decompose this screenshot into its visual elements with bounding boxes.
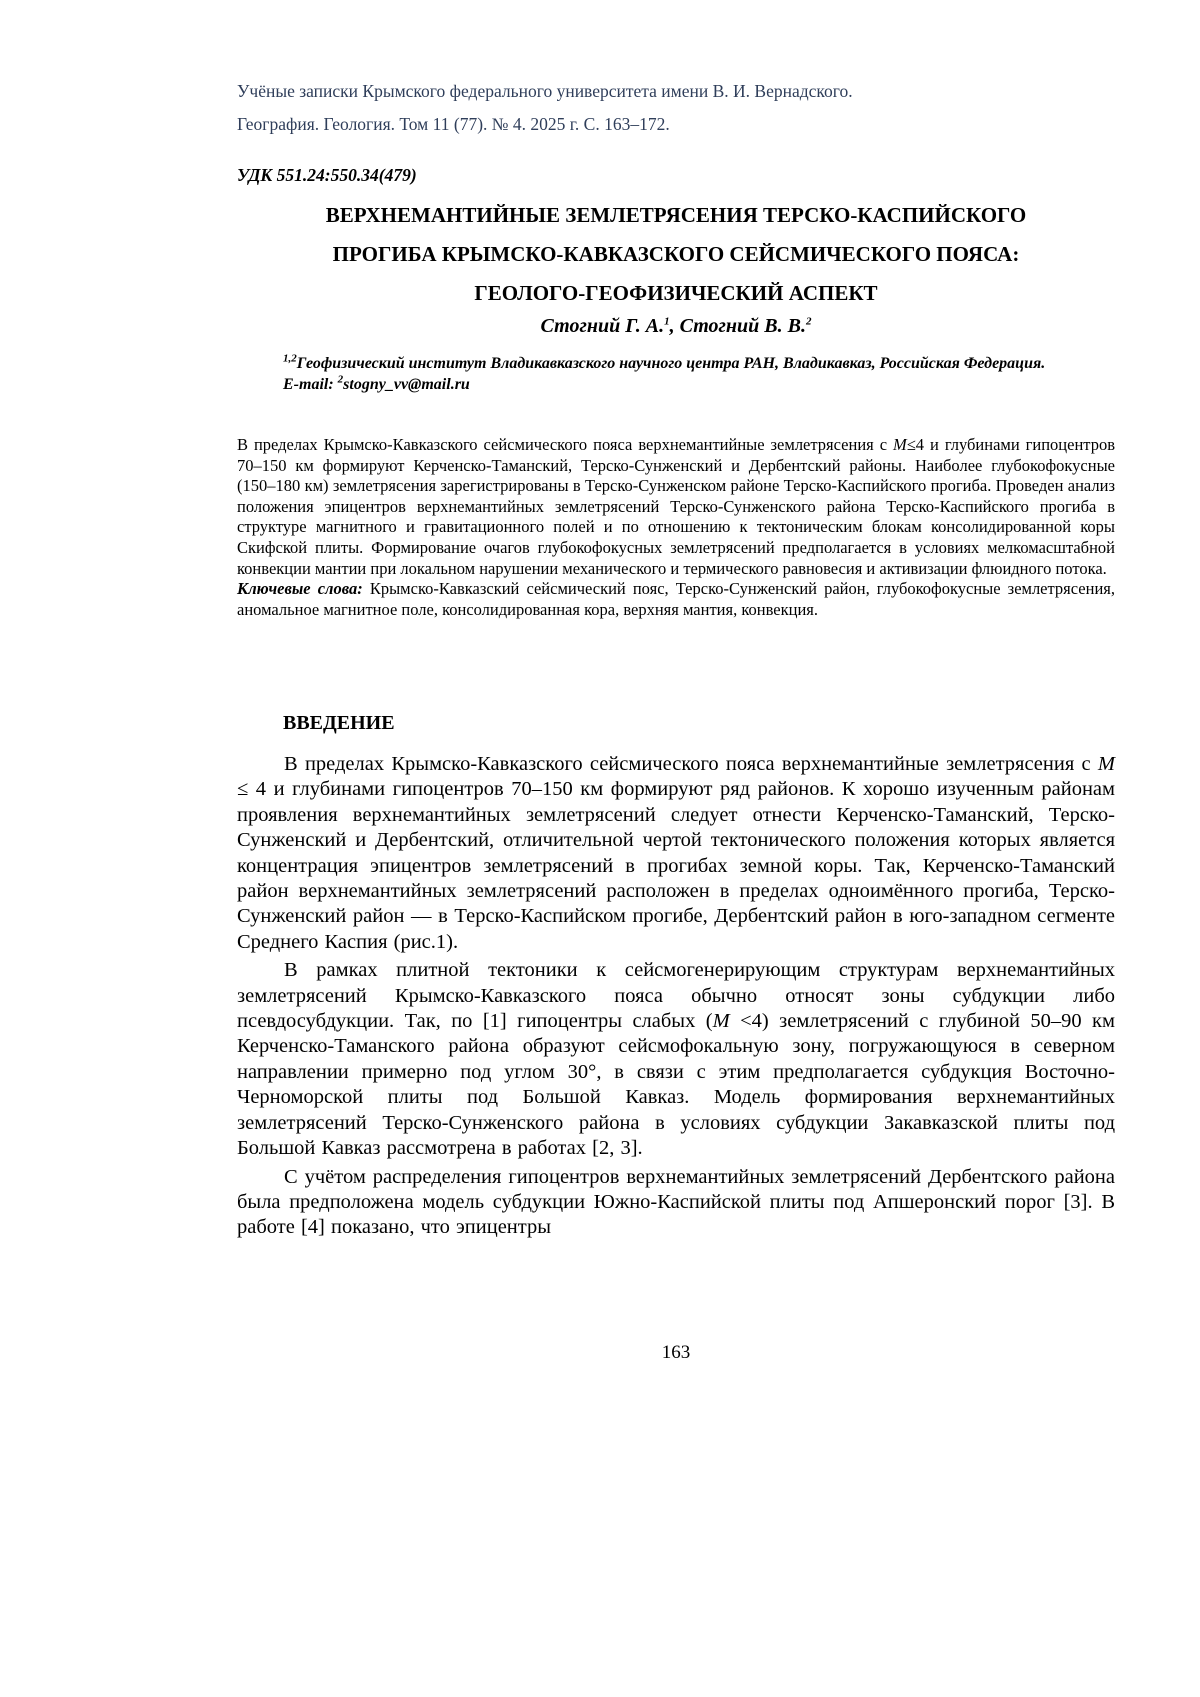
affiliation-name: Геофизический институт Владикавказского научного центра РАН, Владикавказ, Российская Федерация. bbox=[296, 355, 1046, 372]
email-address: stogny_vv@mail.ru bbox=[343, 375, 470, 393]
journal-header-line-2: География. Геология. Том 11 (77). № 4. 2025 г. С. 163–172. bbox=[237, 114, 670, 134]
paragraph-3: С учётом распределения гипоцентров верхнемантийных землетрясений Дербентского района была предположена модель субдукции Южно-Каспийской плиты под Апшеронский порог [3]. В работе [4] показано, что эпицентры bbox=[237, 1165, 1115, 1239]
authors-separator: , bbox=[669, 315, 680, 337]
article-title-line-1: ВЕРХНЕМАНТИЙНЫЕ ЗЕМЛЕТРЯСЕНИЯ ТЕРСКО-КАСПИЙСКОГО bbox=[325, 203, 1027, 227]
paragraph-1: В пределах Крымско-Кавказского сейсмического пояса верхнемантийные землетрясения с M ≤ 4 и глубинами гипоцентров 70–150 км формируют ряд районов. К хорошо изученным районам проявления верхнемантийных землетрясений следует отнести Керченско-Таманский, Терско-Сунженский и Дербентский, отличительной чертой тектонического положения которых является концентрация эпицентров землетрясений в прогибах земной коры. Так, Керченско-Таманский район верхнемантийных землетрясений расположен в пределах одноимённого прогиба, Терско-Сунженский район — в Терско-Каспийском прогибе, Дербентский район в юго-западном сегменте Среднего Каспия (рис.1). bbox=[237, 753, 1115, 953]
paragraph-2: В рамках плитной тектоники к сейсмогенерирующим структурам верхнемантийных землетрясений Крымско-Кавказского пояса обычно относят зоны субдукции либо псевдосубдукции. Так, по [1] гипоцентры слабых (M <4) землетрясений с глубиной 50–90 км Керченско-Таманского района образуют сейсмофокальную зону, погружающуюся в северном направлении примерно под углом 30°, в связи с этим предполагается субдукция Восточно-Черноморской плиты под Большой Кавказ. Модель формирования верхнемантийных землетрясений Терско-Сунженского района в условиях субдукции Закавказской плиты под Большой Кавказ рассмотрена в работах [2, 3]. bbox=[237, 959, 1115, 1160]
authors-line bbox=[237, 314, 1115, 338]
affiliation-superscript: 1,2 bbox=[283, 352, 297, 365]
article-title-line-2: ПРОГИБА КРЫМСКО-КАВКАЗСКОГО СЕЙСМИЧЕСКОГО ПОЯСА: bbox=[332, 242, 1020, 266]
udk-code: УДК 551.24:550.34(479) bbox=[237, 165, 417, 185]
email-line bbox=[283, 375, 1115, 396]
introduction-body bbox=[237, 752, 1115, 1244]
abstract-text: В пределах Крымско-Кавказского сейсмического пояса верхнемантийные землетрясения с M≤4 и глубинами гипоцентров 70–150 км формируют Керченско-Таманский, Терско-Сунженский и Дербентский районы. Наиболее глубокофокусные (150–180 км) землетрясения зарегистрированы в Терско-Сунженском районе Терско-Каспийского прогиба. Проведен анализ положения эпицентров верхнемантийных землетрясений Терско-Сунженского района Терско-Каспийского прогиба в структуре магнитного и гравитационного полей и по отношению к тектоническим блокам консолидированной коры Скифской плиты. Формирование очагов глубокофокусных землетрясений предполагается в условиях мелкомасштабной конвекции мантии при локальном нарушении механического и термического равновесия и активизации флюидного потока. bbox=[237, 435, 1115, 578]
journal-header-line-1: Учёные записки Крымского федерального университета имени В. И. Вернадского. bbox=[237, 81, 853, 101]
affiliation-text bbox=[237, 354, 1115, 375]
author-1-superscript: 1 bbox=[664, 315, 670, 328]
author-2-name: Стогний В. В. bbox=[679, 315, 806, 337]
article-title bbox=[237, 196, 1115, 313]
keywords-label: Ключевые слова: bbox=[237, 579, 363, 599]
section-heading-introduction: ВВЕДЕНИЕ bbox=[283, 712, 395, 734]
email-superscript: 2 bbox=[337, 373, 344, 386]
keywords-text: Крымско-Кавказский сейсмический пояс, Терско-Сунженский район, глубокофокусные землетрясения, аномальное магнитное поле, консолидированная кора, верхняя мантия, конвекция. bbox=[237, 579, 1115, 619]
author-1-name: Стогний Г. А. bbox=[540, 315, 665, 337]
article-title-line-3: ГЕОЛОГО-ГЕОФИЗИЧЕСКИЙ АСПЕКТ bbox=[474, 281, 878, 305]
email-label: E-mail: bbox=[283, 375, 338, 393]
abstract-block bbox=[237, 435, 1115, 620]
keywords-line bbox=[237, 579, 1115, 620]
author-2-superscript: 2 bbox=[805, 315, 812, 328]
affiliation-block bbox=[237, 354, 1115, 396]
page-number: 163 bbox=[661, 1342, 691, 1363]
